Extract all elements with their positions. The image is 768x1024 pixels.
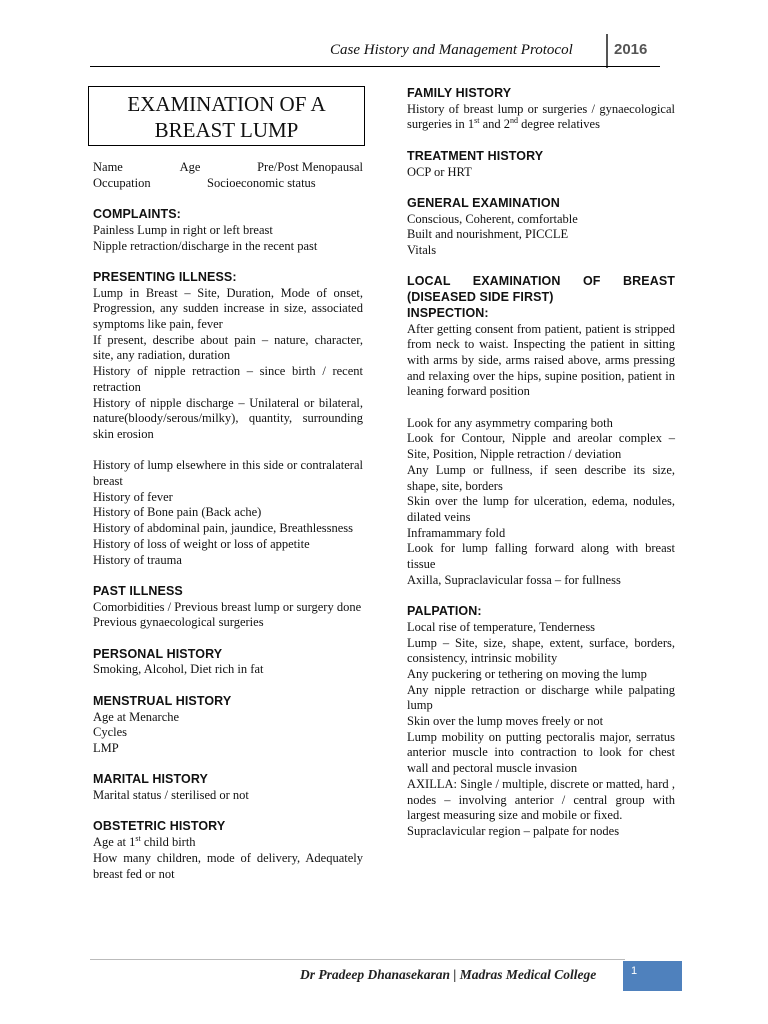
section-line: History of nipple retraction – since birth / recent retraction xyxy=(93,364,363,394)
section-line: History of breast lump or surgeries / gynaecological surgeries in 1st and 2nd degree relatives xyxy=(407,101,675,132)
section-line: Built and nourishment, PICCLE xyxy=(407,227,569,242)
demographics-row-2 xyxy=(93,176,363,192)
occupation-label: Occupation xyxy=(93,175,151,190)
section-line: Painless Lump in right or left breast xyxy=(93,222,273,237)
section-line: History of Bone pain (Back ache) xyxy=(93,505,262,520)
section-line: History of nipple discharge – Unilateral or bilateral, nature(bloody/serous/milky), quantity, surrounding skin erosion xyxy=(93,395,363,441)
section-line: Axilla, Supraclavicular fossa – for fullness xyxy=(407,572,621,587)
section-heading: TREATMENT HISTORY xyxy=(407,148,544,163)
section-line: Skin over the lump moves freely or not xyxy=(407,714,604,729)
section-line: Marital status / sterilised or not xyxy=(93,788,249,803)
section-heading: LOCAL EXAMINATION OF BREAST (DISEASED SIDE FIRST) xyxy=(407,274,675,305)
header-title: Case History and Management Protocol xyxy=(330,42,573,58)
section-line: If present, describe about pain – nature, character, site, any radiation, duration xyxy=(93,332,363,363)
section-line: Skin over the lump for ulceration, edema, nodules, dilated veins xyxy=(407,494,675,524)
section-line: Lump – Site, size, shape, extent, surface, borders, consistency, intrinsic mobility xyxy=(407,635,675,666)
page-number: 1 xyxy=(623,961,682,991)
title-line-1: EXAMINATION OF A xyxy=(127,92,326,116)
section xyxy=(93,647,363,678)
section-line: How many children, mode of delivery, Adequately breast fed or not xyxy=(93,850,363,881)
section-line: OCP or HRT xyxy=(407,164,472,179)
section-heading: PALPATION: xyxy=(407,604,482,619)
name-label: Name xyxy=(93,160,123,174)
section-heading: OBSTETRIC HISTORY xyxy=(93,819,226,834)
section-line: History of loss of weight or loss of appetite xyxy=(93,536,310,551)
section-line: Vitals xyxy=(407,243,437,257)
spacer xyxy=(407,400,675,416)
section-line: Cycles xyxy=(93,725,128,740)
section-line: Lump mobility on putting pectoralis major, serratus anterior muscle into contraction to look for chest wall and pectoral muscle invasion xyxy=(407,729,675,776)
ses-label: Socioeconomic status xyxy=(207,175,316,190)
section-line: Any puckering or tethering on moving the lump xyxy=(407,666,647,681)
section-heading: MARITAL HISTORY xyxy=(93,772,208,787)
section xyxy=(93,772,363,803)
spacer xyxy=(93,443,363,459)
section-line: LMP xyxy=(93,740,119,755)
right-column xyxy=(407,86,675,840)
section-line: History of fever xyxy=(93,489,173,504)
age-label: Age xyxy=(179,160,201,174)
section-line: History of trauma xyxy=(93,552,182,567)
section-heading: GENERAL EXAMINATION xyxy=(407,195,560,210)
footer-rule xyxy=(90,959,625,960)
section xyxy=(407,196,675,259)
section-line: Local rise of temperature, Tenderness xyxy=(407,619,596,634)
header-rule xyxy=(90,66,660,67)
section xyxy=(93,819,363,882)
demographics-row-1 xyxy=(93,160,363,176)
header-year: 2016 xyxy=(614,41,648,58)
section-heading: COMPLAINTS: xyxy=(93,207,181,222)
menopause-label: Pre/Post Menopausal xyxy=(257,160,363,174)
section xyxy=(407,274,675,588)
section xyxy=(407,604,675,840)
section xyxy=(407,149,675,180)
right-sections xyxy=(407,86,675,840)
section xyxy=(93,270,363,568)
section-line: Look for lump falling forward along with breast tissue xyxy=(407,541,675,572)
page-title xyxy=(88,86,365,146)
section-line: Look for any asymmetry comparing both xyxy=(407,415,613,430)
section-line: Lump in Breast – Site, Duration, Mode of onset, Progression, any sudden increase in size, associated symptoms like pain, fever xyxy=(93,285,363,331)
section-line: Conscious, Coherent, comfortable xyxy=(407,211,578,226)
left-column xyxy=(93,160,363,882)
section-heading: PRESENTING ILLNESS: xyxy=(93,269,237,284)
section-line: Comorbidities / Previous breast lump or surgery done xyxy=(93,599,362,614)
section xyxy=(93,584,363,631)
section-line: Smoking, Alcohol, Diet rich in fat xyxy=(93,662,264,677)
section-line: AXILLA: Single / multiple, discrete or matted, hard , nodes – involving anterior / central group with largest measuring size and mobile or fixed. xyxy=(407,776,675,823)
section-line: Any Lump or fullness, if seen describe its size, shape, site, borders xyxy=(407,462,675,493)
section-line: Age at 1st child birth xyxy=(93,833,196,850)
section xyxy=(407,86,675,133)
section-heading: PAST ILLNESS xyxy=(93,583,183,598)
section-subheading: INSPECTION: xyxy=(407,305,489,320)
header-divider xyxy=(606,34,608,68)
section xyxy=(93,694,363,757)
section-line: After getting consent from patient, patient is stripped from neck to waist. Inspecting the patient in sitting with arms by side, arms raised above, arms pressing and relaxing over the hips, supine position, patient in leaning forward position xyxy=(407,321,675,399)
footer-author: Dr Pradeep Dhanasekaran | Madras Medical College xyxy=(300,967,597,982)
section-line: Age at Menarche xyxy=(93,709,180,724)
section-line: Inframammary fold xyxy=(407,525,506,540)
section-line: Previous gynaecological surgeries xyxy=(93,615,264,630)
section-line: Look for Contour, Nipple and areolar complex – Site, Position, Nipple retraction / deviation xyxy=(407,431,675,462)
section-line: Supraclavicular region – palpate for nodes xyxy=(407,823,620,838)
section-line: History of lump elsewhere in this side or contralateral breast xyxy=(93,458,363,489)
section-line: Any nipple retraction or discharge while palpating lump xyxy=(407,682,675,713)
title-line-2: BREAST LUMP xyxy=(154,118,299,142)
section-line: Nipple retraction/discharge in the recent past xyxy=(93,238,318,253)
section-heading: MENSTRUAL HISTORY xyxy=(93,693,232,708)
section xyxy=(93,207,363,254)
section-heading: PERSONAL HISTORY xyxy=(93,646,223,661)
section-heading: FAMILY HISTORY xyxy=(407,86,512,100)
section-line: History of abdominal pain, jaundice, Breathlessness xyxy=(93,521,354,536)
left-sections xyxy=(93,207,363,882)
